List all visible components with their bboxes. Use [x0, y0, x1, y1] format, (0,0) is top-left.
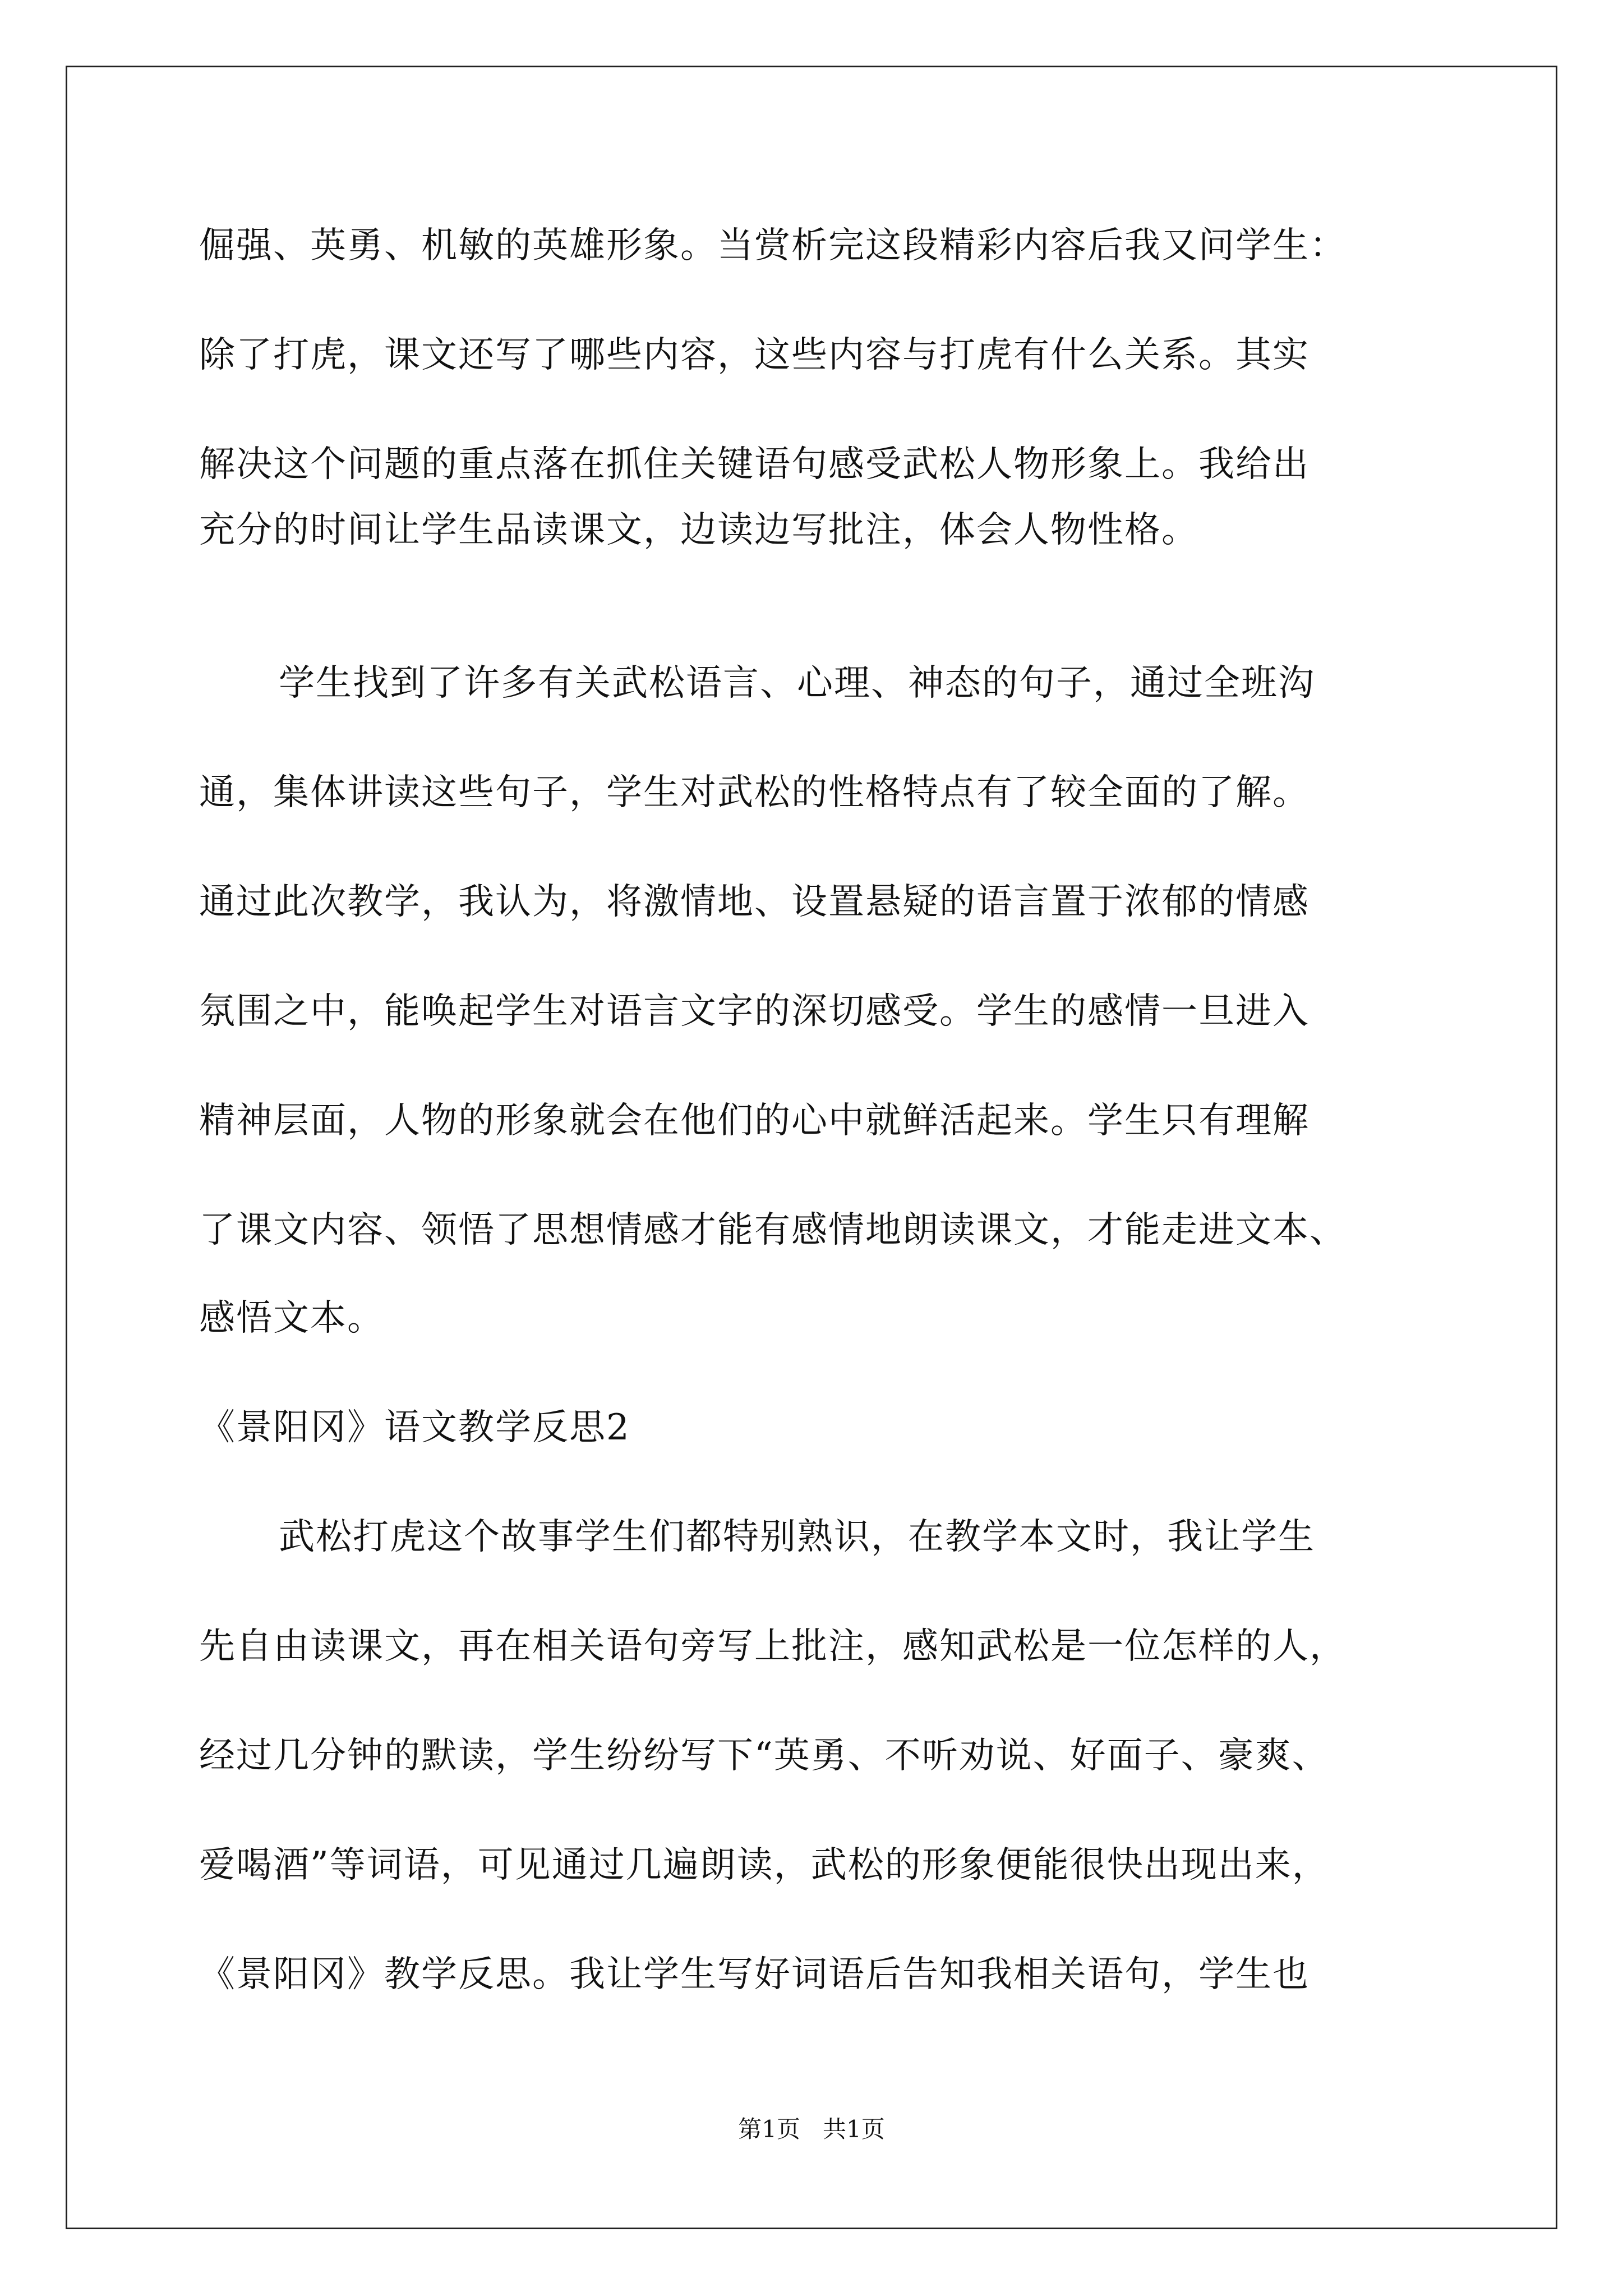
section-heading: 《景阳冈》语文教学反思2	[199, 1407, 630, 1448]
body-line: 充分的时间让学生品读课文，边读边写批注，体会人物性格。	[199, 509, 1198, 551]
body-line: 了课文内容、领悟了思想情感才能有感情地朗读课文，才能走进文本、	[199, 1209, 1347, 1251]
body-line: 经过几分钟的默读，学生纷纷写下“英勇、不听劝说、好面子、豪爽、	[199, 1735, 1329, 1777]
page-border	[66, 66, 1557, 2229]
body-line: 感悟文本。	[199, 1297, 384, 1339]
body-line: 倔强、英勇、机敏的英雄形象。当赏析完这段精彩内容后我又问学生：	[199, 225, 1347, 266]
paragraph-first-line: 学生找到了许多有关武松语言、心理、神态的句子，通过全班沟	[279, 662, 1315, 704]
paragraph-first-line: 武松打虎这个故事学生们都特别熟识，在教学本文时，我让学生	[279, 1516, 1315, 1558]
body-line: 精神层面，人物的形象就会在他们的心中就鲜活起来。学生只有理解	[199, 1100, 1310, 1142]
body-line: 通，集体讲读这些句子，学生对武松的性格特点有了较全面的了解。	[199, 772, 1310, 813]
body-line: 通过此次教学，我认为，将激情地、设置悬疑的语言置于浓郁的情感	[199, 881, 1310, 923]
body-line: 先自由读课文，再在相关语句旁写上批注，感知武松是一位怎样的人，	[199, 1626, 1347, 1667]
body-line: 爱喝酒”等词语，可见通过几遍朗读，武松的形象便能很快出现出来，	[199, 1844, 1329, 1886]
body-line: 《景阳冈》教学反思。我让学生写好词语后告知我相关语句，学生也	[199, 1954, 1310, 1995]
body-line: 除了打虎，课文还写了哪些内容，这些内容与打虎有什么关系。其实	[199, 334, 1310, 376]
page-number-footer: 第1页 共1页	[738, 2115, 885, 2143]
body-line: 解决这个问题的重点落在抓住关键语句感受武松人物形象上。我给出	[199, 444, 1310, 485]
body-line: 氛围之中，能唤起学生对语言文字的深切感受。学生的感情一旦进入	[199, 991, 1310, 1032]
